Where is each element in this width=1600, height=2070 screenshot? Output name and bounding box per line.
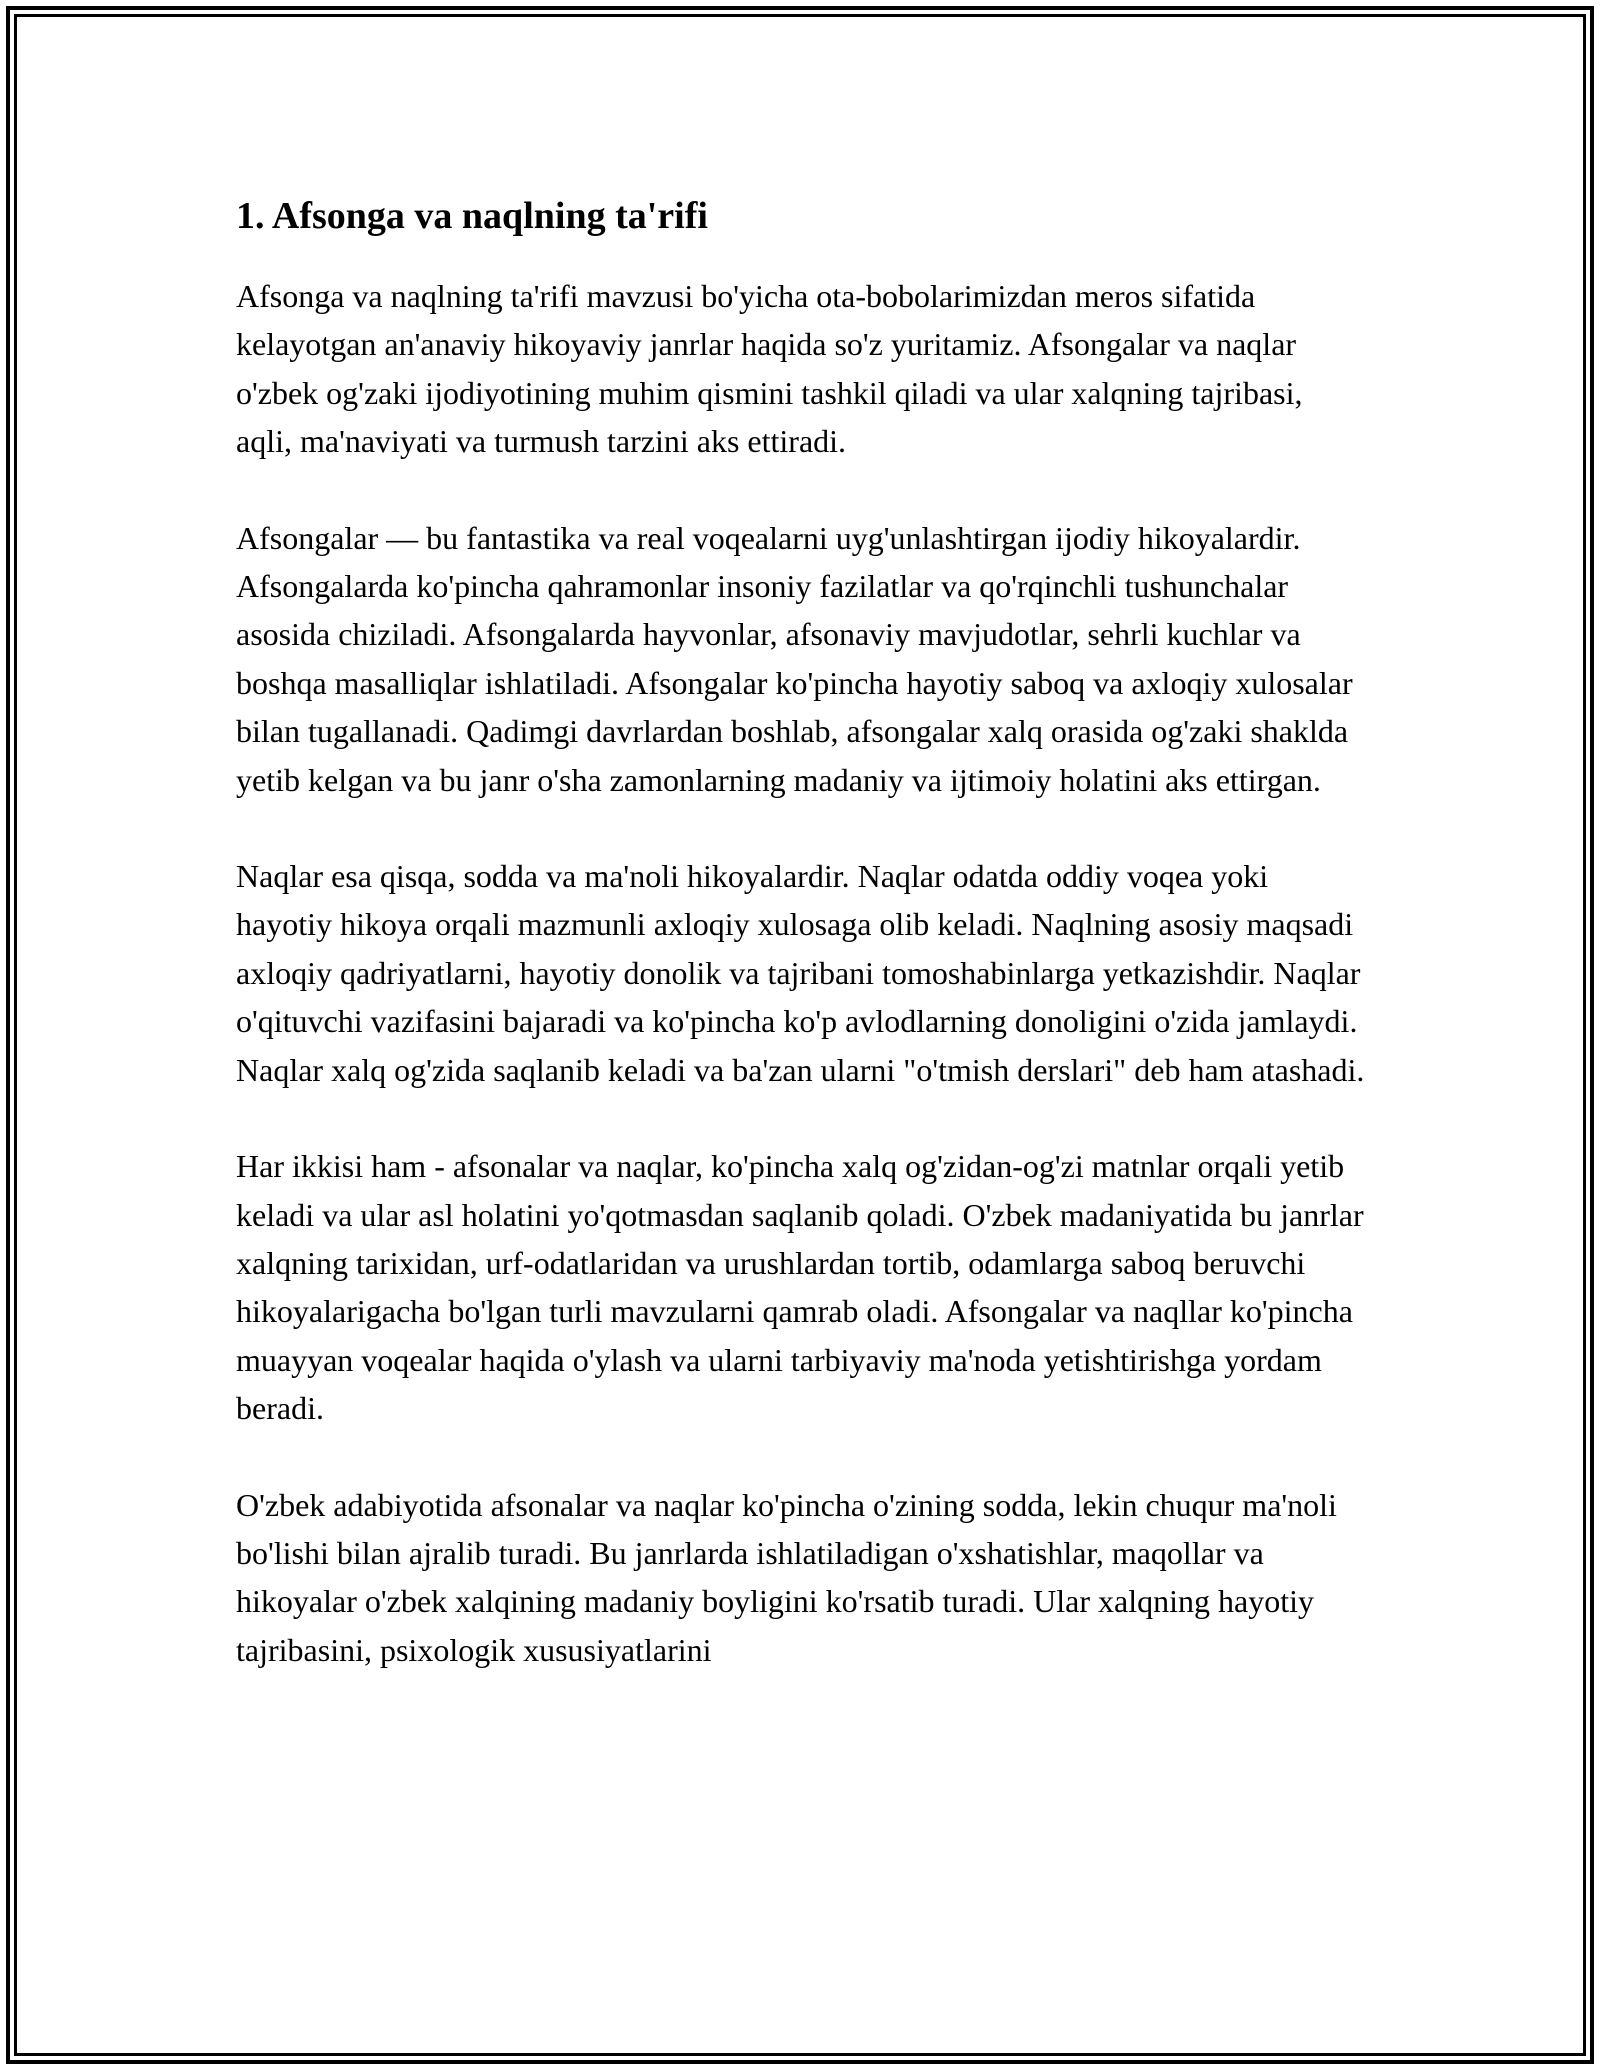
paragraph-adabiyot: O'zbek adabiyotida afsonalar va naqlar ko'pincha o'zining sodda, lekin chuqur ma'noli bo'lishi bilan ajralib turadi. Bu janrlarda ishlatiladigan o'xshatishlar, maqollar va hikoyalar o'zbek xalqining madaniy boyligini ko'rsatib turadi. Ular xalqning hayotiy tajribasini, psixologik xususiyatlarini (236, 1486, 1337, 1668)
paragraph-naqlar: Naqlar esa qisqa, sodda va ma'noli hikoyalardir. Naqlar odatda oddiy voqea yoki hayotiy hikoya orqali mazmunli axloqiy xulosaga olib keladi. Naqlning asosiy maqsadi axloqiy qadriyatlarni, hayotiy donolik va tajribani tomoshabinlarga yetkazishdir. Naqlar o'qituvchi vazifasini bajaradi va ko'pincha ko'p avlodlarning donoligini o'zida jamlaydi. Naqlar xalq og'zida saqlanib keladi va ba'zan ularni "o'tmish derslari" deb ham atashadi. (236, 858, 1365, 1088)
paragraph-har-ikkisi: Har ikkisi ham - afsonalar va naqlar, ko'pincha xalq og'zidan-og'zi matnlar orqali yetib keladi va ular asl holatini yo'qotmasdan saqlanib qoladi. O'zbek madaniyatida bu janrlar xalqning tarixidan, urf-odatlaridan va urushlardan tortib, odamlarga saboq beruvchi hikoyalarigacha bo'lgan turli mavzularni qamrab oladi. Afsongalar va naqllar ko'pincha muayyan voqealar haqida o'ylash va ularni tarbiyaviy ma'noda yetishtirishga yordam beradi. (236, 1148, 1364, 1427)
paragraph-afsonalar: Afsongalar — bu fantastika va real voqealarni uyg'unlashtirgan ijodiy hikoyalardir. Afsongalarda ko'pincha qahramonlar insoniy fazilatlar va qo'rqinchli tushunchalar asosida chiziladi. Afsongalarda hayvonlar, afsonaviy mavjudotlar, sehrli kuchlar va boshqa masalliqlar ishlatiladi. Afsongalar ko'pincha hayotiy saboq va axloqiy xulosalar bilan tugallanadi. Qadimgi davrlardan boshlab, afsongalar xalq orasida og'zaki shaklda yetib kelgan va bu janr o'sha zamonlarning madaniy va ijtimoiy holatini aks ettirgan. (236, 519, 1353, 798)
paragraph-intro: Afsonga va naqlning ta'rifi mavzusi bo'yicha ota-bobolarimizdan meros sifatida kelayotgan an'anaviy hikoyaviy janrlar haqida so'z yuritamiz. Afsongalar va naqlar o'zbek og'zaki ijodiyotining muhim qismini tashkil qiladi va ular xalqning tajribasi, aqli, ma'naviyati va turmush tarzini aks ettiradi. (236, 278, 1303, 460)
document-body (236, 184, 1366, 1722)
section-heading: 1. Afsonga va naqlning ta'rifi (236, 195, 708, 237)
